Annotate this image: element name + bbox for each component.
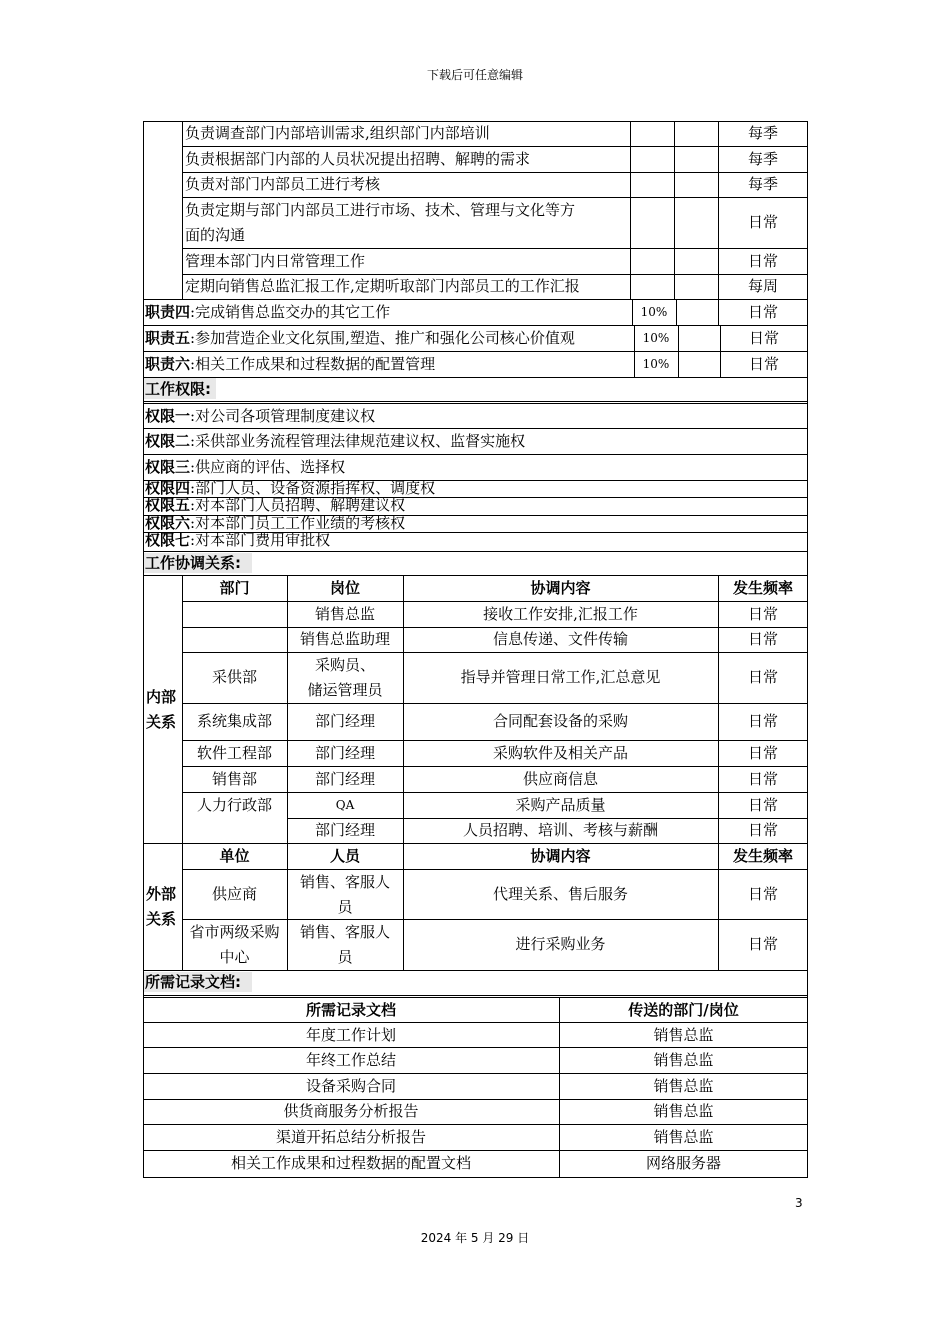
- internal-frequency: 日常: [747, 605, 778, 623]
- ext-header-person: 人员: [329, 847, 360, 865]
- internal-content: 指导并管理日常工作,汇总意见: [460, 668, 661, 686]
- duty-label: 职责五: [145, 329, 191, 347]
- authority-text: :对公司各项管理制度建议权: [190, 407, 376, 425]
- internal-content: 供应商信息: [522, 770, 598, 788]
- duty-item: [145, 300, 390, 325]
- duty-percent: 10%: [640, 305, 668, 319]
- internal-position: 部门经理: [314, 712, 375, 730]
- internal-frequency: 日常: [747, 712, 778, 730]
- internal-position: QA: [335, 798, 355, 812]
- duty-frequency: 日常: [748, 355, 779, 373]
- duty-frequency: 每季: [747, 124, 778, 142]
- duty-row-line1: 负责定期与部门内部员工进行市场、技术、管理与文化等方: [185, 201, 576, 219]
- coordination-title: 工作协调关系:: [145, 554, 241, 572]
- authority-item: [145, 455, 345, 480]
- authority-label: 权限五: [145, 496, 191, 514]
- duty-label: 职责六: [145, 355, 191, 373]
- page-number: 3: [795, 1196, 803, 1210]
- record-doc: 年度工作计划: [305, 1026, 396, 1044]
- duty-item: [145, 352, 435, 377]
- records-title: 所需记录文档:: [145, 973, 241, 991]
- authority-text: :对本部门费用审批权: [190, 531, 331, 549]
- internal-frequency: 日常: [747, 821, 778, 839]
- record-doc: 相关工作成果和过程数据的配置文档: [230, 1154, 471, 1172]
- record-destination: 销售总监: [653, 1102, 714, 1120]
- authority-label: 权限七: [145, 531, 191, 549]
- records-header-destination: 传送的部门/岗位: [628, 1001, 739, 1019]
- record-destination: 网络服务器: [645, 1154, 721, 1172]
- col-header-dept: 部门: [219, 579, 250, 597]
- duty-frequency: 日常: [747, 303, 778, 321]
- duty-row: 定期向销售总监汇报工作,定期听取部门内部员工的工作汇报: [185, 277, 580, 295]
- duty-frequency: 日常: [748, 329, 779, 347]
- external-unit-line2: 中心: [219, 948, 250, 966]
- internal-dept: 人力行政部: [196, 796, 272, 814]
- external-person-line2: 员: [337, 898, 353, 916]
- internal-frequency: 日常: [747, 630, 778, 648]
- external-frequency: 日常: [747, 885, 778, 903]
- internal-frequency: 日常: [747, 770, 778, 788]
- col-header-frequency: 发生频率: [732, 579, 793, 597]
- internal-content: 合同配套设备的采购: [492, 712, 628, 730]
- internal-content: 采购产品质量: [515, 796, 606, 814]
- col-header-content: 协调内容: [530, 579, 591, 597]
- records-header-doc: 所需记录文档: [305, 1001, 396, 1019]
- ext-header-unit: 单位: [219, 847, 250, 865]
- duty-frequency: 每季: [747, 175, 778, 193]
- page-header: 下载后可任意编辑: [426, 68, 523, 82]
- external-label-1: 外部: [146, 885, 177, 903]
- external-person-line2: 员: [337, 948, 353, 966]
- internal-position: 部门经理: [314, 744, 375, 762]
- duty-label: 职责四: [145, 303, 191, 321]
- duty-text: :完成销售总监交办的其它工作: [190, 303, 391, 321]
- duty-percent: 10%: [642, 357, 670, 371]
- external-person-line1: 销售、客服人: [299, 923, 390, 941]
- authority-label: 权限一: [145, 407, 191, 425]
- authority-text: :对本部门人员招聘、解聘建议权: [190, 496, 406, 514]
- authority-label: 权限六: [145, 514, 191, 532]
- duty-percent: 10%: [642, 331, 670, 345]
- authority-label: 权限二: [145, 432, 191, 450]
- internal-frequency: 日常: [747, 744, 778, 762]
- authority-label: 权限三: [145, 458, 191, 476]
- internal-dept: 销售部: [211, 770, 257, 788]
- internal-frequency: 日常: [747, 668, 778, 686]
- internal-content: 信息传递、文件传输: [492, 630, 628, 648]
- duty-row: 负责调查部门内部培训需求,组织部门内部培训: [185, 124, 490, 142]
- authority-title: 工作权限:: [145, 380, 211, 398]
- internal-label-2: 关系: [146, 713, 177, 731]
- ext-header-content: 协调内容: [530, 847, 591, 865]
- internal-position: 销售总监: [314, 605, 375, 623]
- internal-content: 采购软件及相关产品: [492, 744, 628, 762]
- duty-text: :相关工作成果和过程数据的配置管理: [190, 355, 436, 373]
- duty-frequency: 每季: [747, 150, 778, 168]
- external-label-2: 关系: [146, 910, 177, 928]
- duty-frequency: 日常: [747, 252, 778, 270]
- record-destination: 销售总监: [653, 1128, 714, 1146]
- authority-text: :采供部业务流程管理法律规范建议权、监督实施权: [190, 432, 526, 450]
- col-header-position: 岗位: [329, 579, 360, 597]
- internal-dept: 软件工程部: [196, 744, 272, 762]
- duty-row: 负责根据部门内部的人员状况提出招聘、解聘的需求: [185, 150, 531, 168]
- authority-text: :部门人员、设备资源指挥权、调度权: [190, 479, 436, 497]
- internal-content: 人员招聘、培训、考核与薪酬: [462, 821, 658, 839]
- duty-frequency: 每周: [747, 277, 778, 295]
- record-destination: 销售总监: [653, 1051, 714, 1069]
- internal-content: 接收工作安排,汇报工作: [483, 605, 638, 623]
- authority-item: [145, 496, 405, 515]
- authority-label: 权限四: [145, 479, 191, 497]
- authority-item: [145, 531, 330, 550]
- record-destination: 销售总监: [653, 1077, 714, 1095]
- external-unit: 供应商: [211, 885, 257, 903]
- internal-label-1: 内部: [146, 688, 177, 706]
- authority-item: [145, 429, 525, 454]
- record-doc: 供货商服务分析报告: [283, 1102, 419, 1120]
- duty-text: :参加营造企业文化氛围,塑造、推广和强化公司核心价值观: [190, 329, 575, 347]
- record-doc: 年终工作总结: [305, 1051, 396, 1069]
- authority-text: :供应商的评估、选择权: [190, 458, 346, 476]
- internal-frequency: 日常: [747, 796, 778, 814]
- internal-position-line2: 储运管理员: [307, 681, 383, 699]
- internal-position: 部门经理: [314, 821, 375, 839]
- external-content: 进行采购业务: [515, 935, 606, 953]
- duty-item: [145, 326, 575, 351]
- duty-frequency: 日常: [747, 213, 778, 231]
- internal-position: 销售总监助理: [299, 630, 390, 648]
- authority-item: [145, 404, 375, 429]
- record-doc: 渠道开拓总结分析报告: [275, 1128, 426, 1146]
- internal-dept: 系统集成部: [196, 712, 272, 730]
- external-content: 代理关系、售后服务: [492, 885, 628, 903]
- internal-position: 部门经理: [314, 770, 375, 788]
- record-destination: 销售总监: [653, 1026, 714, 1044]
- internal-position-line1: 采购员、: [314, 656, 375, 674]
- ext-header-frequency: 发生频率: [732, 847, 793, 865]
- internal-dept: 采供部: [211, 668, 257, 686]
- footer-date: 2024 年 5 月 29 日: [420, 1231, 530, 1245]
- duty-row-line2: 面的沟通: [185, 226, 246, 244]
- external-person-line1: 销售、客服人: [299, 873, 390, 891]
- authority-text: :对本部门员工工作业绩的考核权: [190, 514, 406, 532]
- record-doc: 设备采购合同: [305, 1077, 396, 1095]
- duty-row: 负责对部门内部员工进行考核: [185, 175, 381, 193]
- external-frequency: 日常: [747, 935, 778, 953]
- duty-row: 管理本部门内日常管理工作: [185, 252, 366, 270]
- external-unit-line1: 省市两级采购: [189, 923, 280, 941]
